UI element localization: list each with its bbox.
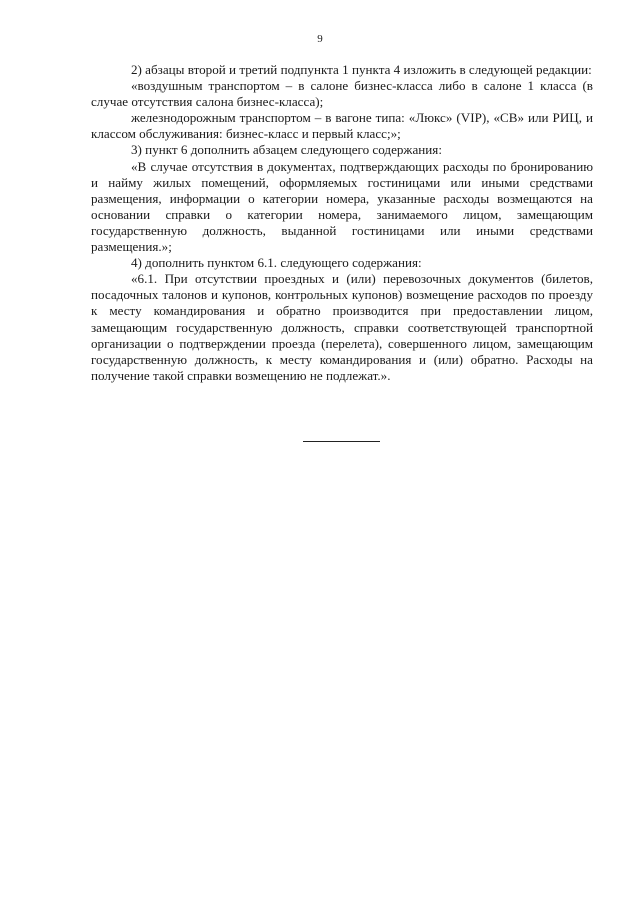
paragraph-amendment-2: 2) абзацы второй и третий подпункта 1 пункта 4 изложить в следующей редакции: bbox=[131, 62, 592, 77]
paragraph-rail-transport: железнодорожным транспортом – в вагоне типа: «Люкс» (VIP), «СВ» или РИЦ, и классом обслуживания: бизнес-класс и первый класс;»; bbox=[91, 110, 593, 142]
paragraph-hotel-expenses: «В случае отсутствия в документах, подтверждающих расходы по бронированию и найму жилых помещений, оформляемых гостиницами или иными средствами размещения, информации о категории номера, указанные расходы возмещаются на основании справки о категории номера, занимаемого лицом, замещающим государственную должность, выданной гостиницами или иными средствами размещения.»; bbox=[91, 158, 593, 255]
paragraph-amendment-3: 3) пункт 6 дополнить абзацем следующего содержания: bbox=[131, 142, 442, 158]
paragraph-clause-6-1: «6.1. При отсутствии проездных и (или) перевозочных документов (билетов, посадочных талонов и купонов, контрольных купонов) возмещение расходов по проезду к месту командирования и обратно производится при предоставлении лицом, замещающим государственную должность, справки соответствующей транспортной организации о подтверждении проезда (перелета), совершенного лицом, замещающим государственную должность, к месту командирования и (или) обратно. Расходы на получение такой справки возмещению не подлежат.». bbox=[91, 271, 593, 383]
end-of-text-rule bbox=[303, 441, 380, 442]
paragraph-air-transport: «воздушным транспортом – в салоне бизнес-класса либо в салоне 1 класса (в случае отсутствия салона бизнес-класса); bbox=[91, 78, 593, 110]
paragraph-amendment-4: 4) дополнить пунктом 6.1. следующего содержания: bbox=[131, 255, 422, 271]
page-number: 9 bbox=[317, 33, 323, 45]
document-body bbox=[91, 62, 593, 384]
